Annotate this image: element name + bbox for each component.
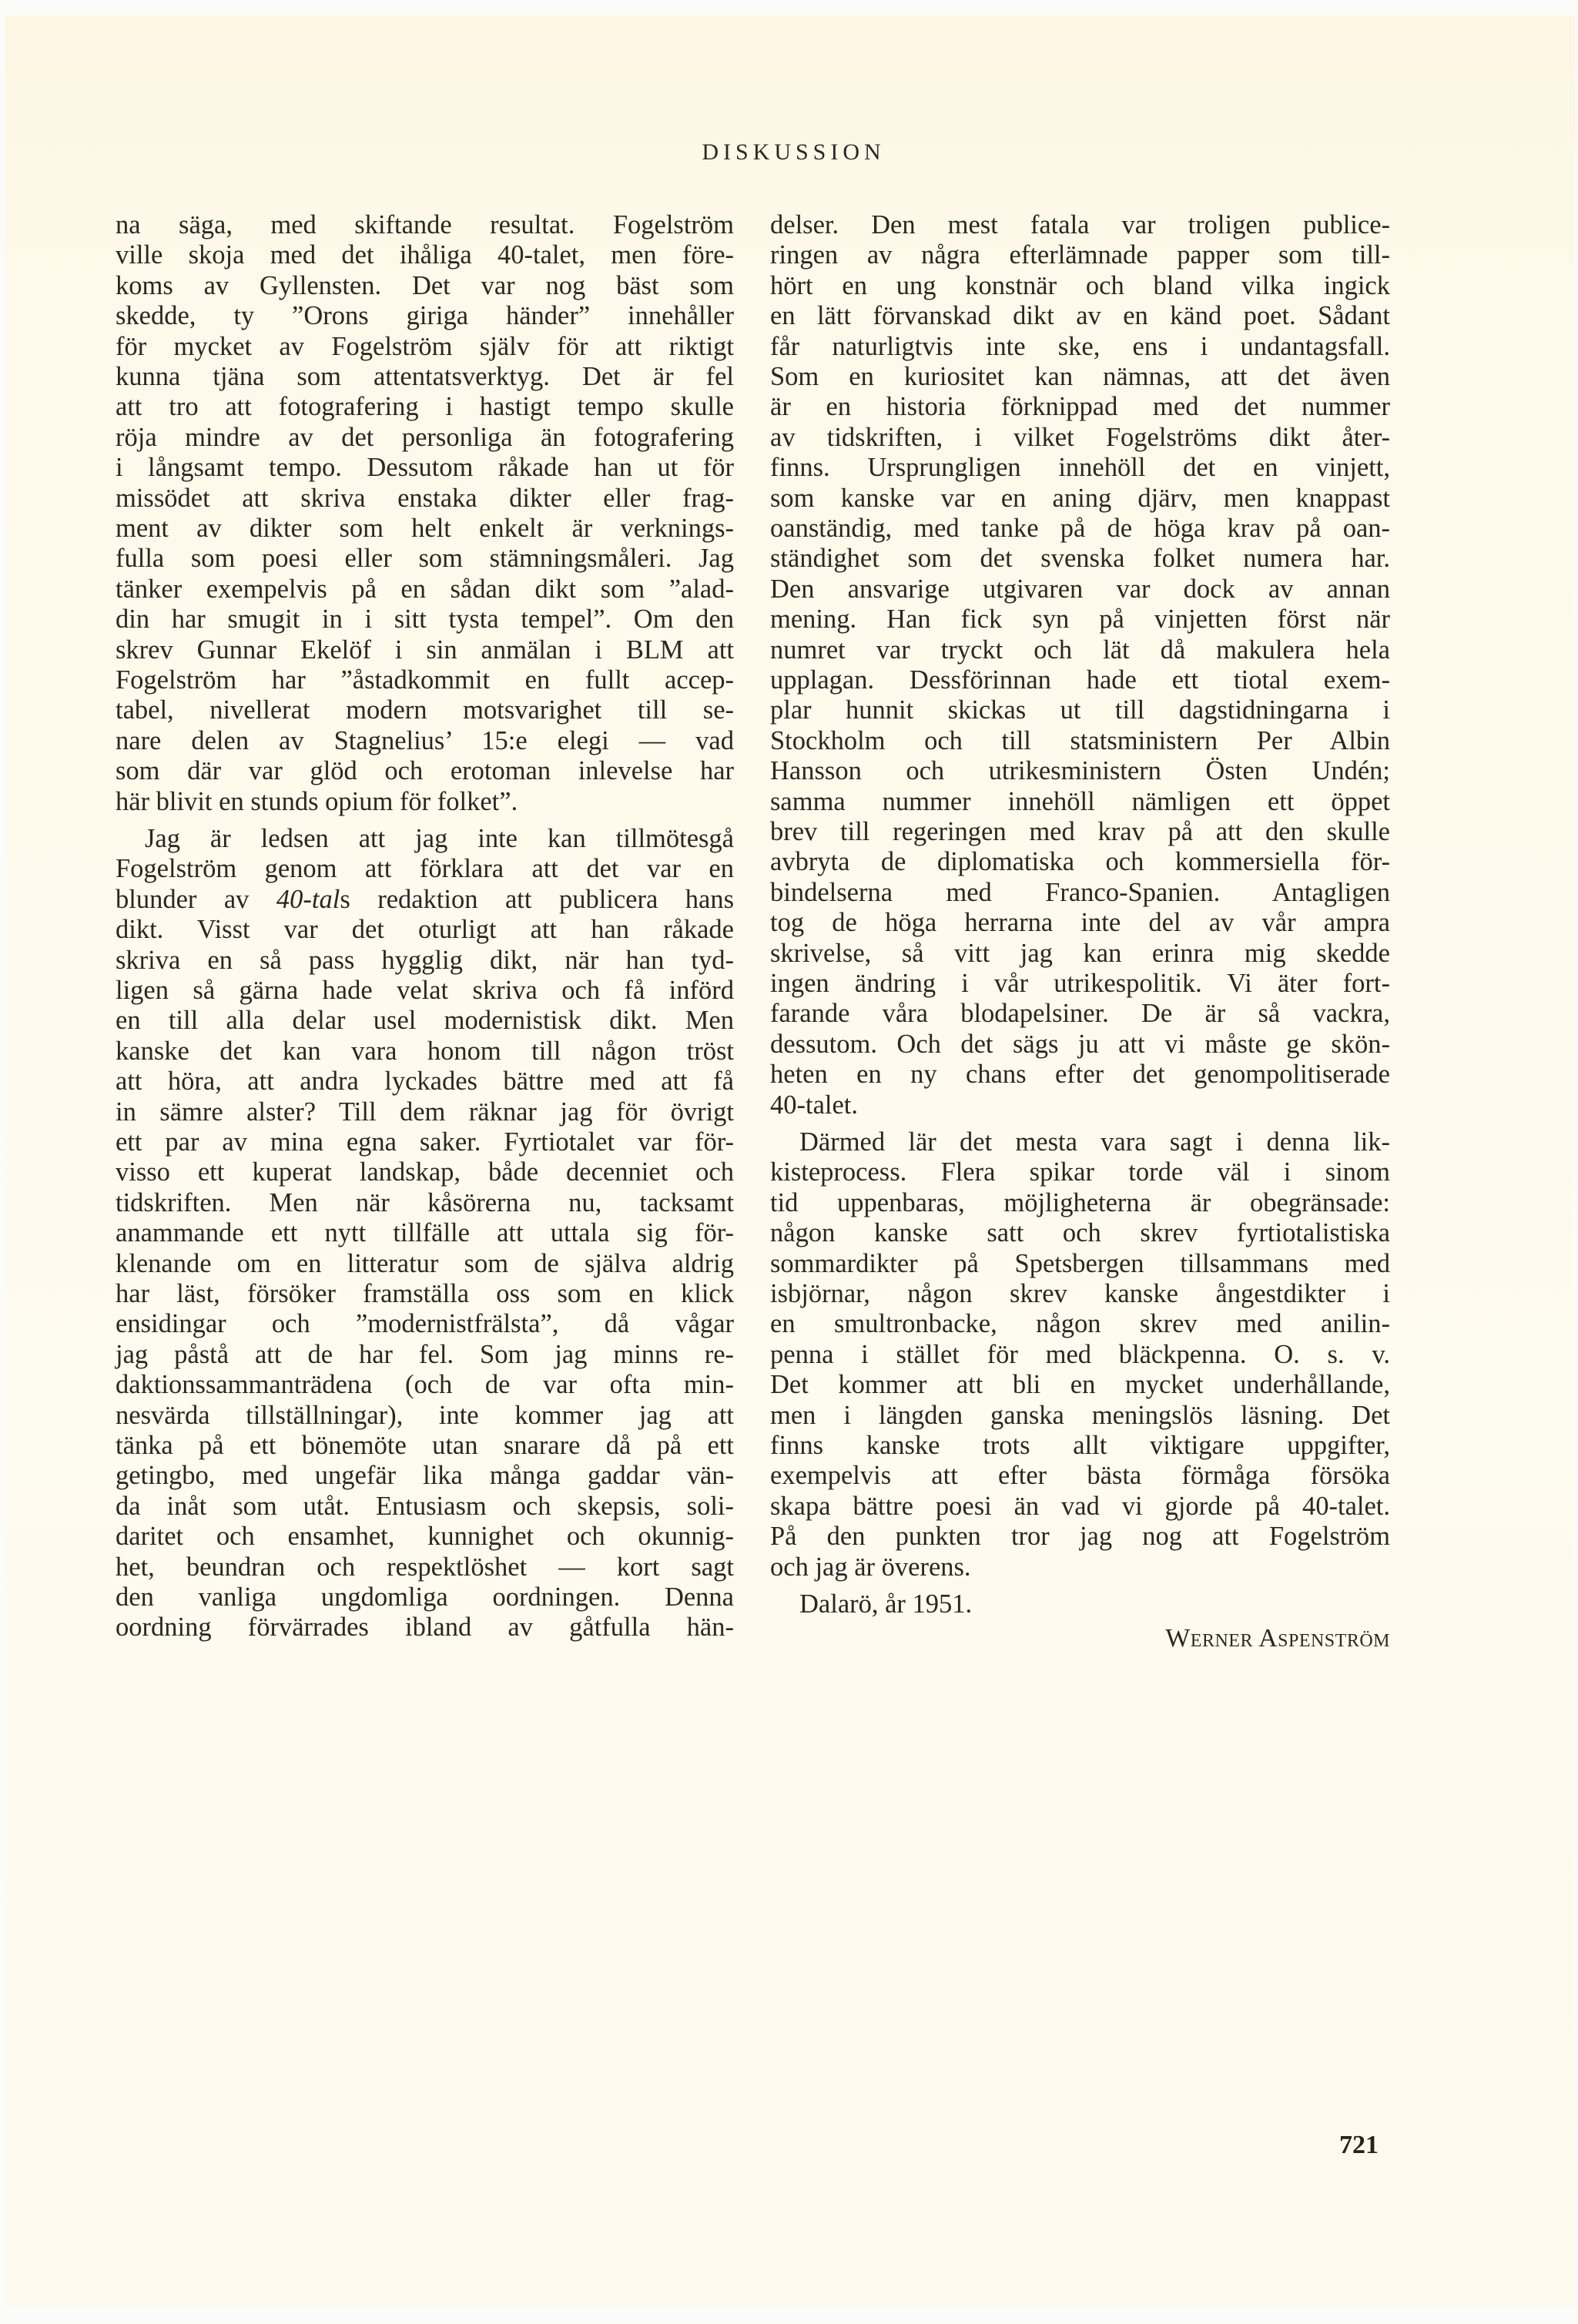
running-head: DISKUSSION xyxy=(702,139,886,165)
text-line: att tro att fotografering i hastigt tempo skulle xyxy=(116,392,734,422)
text-line: blunder av 40-tals redaktion att publicera hans xyxy=(116,884,735,914)
text-line: Dalarö, år 1951. xyxy=(799,1589,973,1619)
text-line: en lätt förvanskad dikt av en känd poet. Sådant xyxy=(770,301,1390,331)
text-line: upplagan. Dessförinnan hade ett tiotal exem- xyxy=(770,665,1390,695)
text-line: klenande om en litteratur som de själva aldrig xyxy=(116,1248,734,1278)
text-line: som där var glöd och erotoman inlevelse har xyxy=(116,756,734,786)
text-line: het, beundran och respektlöshet — kort sagt xyxy=(116,1552,734,1582)
text-line: tidskriften. Men när kåsörerna nu, tacksamt xyxy=(116,1187,734,1217)
text-line: brev till regeringen med krav på att den skulle xyxy=(770,817,1390,846)
text-line: nesvärda tillställningar), inte kommer jag att xyxy=(116,1400,734,1430)
text-line: daktionssammanträdena (och de var ofta min- xyxy=(116,1370,734,1400)
text-line: numret var tryckt och lät då makulera hela xyxy=(770,635,1390,665)
text-line: delser. Den mest fatala var troligen publice- xyxy=(770,210,1390,239)
text-line: jag påstå att de har fel. Som jag minns re- xyxy=(116,1339,734,1369)
text-line: ensidingar och ”modernistfrälsta”, då vågar xyxy=(116,1309,734,1339)
text-line: getingbo, med ungefär lika många gaddar vän- xyxy=(116,1461,734,1491)
text-line: här blivit en stunds opium för folket”. xyxy=(116,786,518,816)
text-line: Stockholm och till statsministern Per Albin xyxy=(770,725,1390,755)
text-line: bindelserna med Franco-Spanien. Antagligen xyxy=(770,877,1390,907)
text-line: oanständig, med tanke på de höga krav på oan- xyxy=(770,514,1390,543)
author-signature: Werner Aspenström xyxy=(1165,1624,1390,1653)
text-line: i långsamt tempo. Dessutom råkade han ut för xyxy=(116,453,734,483)
text-line: kunna tjäna som attentatsverktyg. Det är fel xyxy=(116,362,734,391)
text-line: tid uppenbaras, möjligheterna är obegränsade: xyxy=(770,1187,1390,1217)
text-line: men i längden ganska meningslös läsning. Det xyxy=(770,1400,1390,1430)
text-line: dessutom. Och det sägs ju att vi måste ge skön- xyxy=(770,1029,1390,1059)
text-line: ville skoja med det ihåliga 40-talet, men före- xyxy=(116,240,734,270)
text-line: tänker exempelvis på en sådan dikt som ”alad- xyxy=(116,574,734,604)
text-line: får naturligtvis inte ske, ens i undantagsfall. xyxy=(770,331,1390,361)
text-line: heten en ny chans efter det genompolitiserade xyxy=(770,1060,1390,1090)
text-line: skrev Gunnar Ekelöf i sin anmälan i BLM att xyxy=(116,635,734,665)
text-line: har läst, försöker framställa oss som en klick xyxy=(116,1279,734,1308)
text-line: ingen ändring i vår utrikespolitik. Vi äter fort- xyxy=(770,969,1390,998)
text-line: På den punkten tror jag nog att Fogelström xyxy=(770,1522,1390,1552)
text-line: Det kommer att bli en mycket underhållande, xyxy=(770,1370,1390,1400)
text-line: anammande ett nytt tillfälle att uttala sig för- xyxy=(116,1218,734,1248)
text-line: en smultronbacke, någon skrev med anilin- xyxy=(770,1309,1390,1339)
text-line: daritet och ensamhet, kunnighet och okunnig- xyxy=(116,1522,734,1552)
text-line: ligen så gärna hade velat skriva och få införd xyxy=(116,976,734,1005)
text-line: av tidskriften, i vilket Fogelströms dikt åter- xyxy=(770,422,1390,452)
text-line: ment av dikter som helt enkelt är verknings- xyxy=(116,514,734,543)
text-line: mening. Han fick syn på vinjetten först när xyxy=(770,604,1390,635)
text-line: samma nummer innehöll nämligen ett öppet xyxy=(770,786,1390,816)
text-line: att höra, att andra lyckades bättre med att få xyxy=(116,1067,734,1097)
text-line: visso ett kuperat landskap, både decenniet och xyxy=(116,1157,734,1187)
text-line: finns. Ursprungligen innehöll det en vinjett, xyxy=(770,453,1390,483)
text-line: som kanske var en aning djärv, men knappast xyxy=(770,483,1390,513)
text-line: den vanliga ungdomliga oordningen. Denna xyxy=(116,1582,734,1612)
text-line: koms av Gyllensten. Det var nog bäst som xyxy=(116,270,734,300)
text-line: någon kanske satt och skrev fyrtiotalistiska xyxy=(770,1218,1390,1248)
text-line: Därmed lär det mesta vara sagt i denna lik- xyxy=(799,1127,1390,1157)
text-line: finns kanske trots allt viktigare uppgifter, xyxy=(770,1431,1390,1460)
text-line: sommardikter på Spetsbergen tillsammans med xyxy=(770,1248,1390,1278)
text-line: ett par av mina egna saker. Fyrtiotalet var för- xyxy=(116,1127,734,1157)
text-line: dikt. Visst var det oturligt att han råkade xyxy=(116,915,734,945)
text-line: kisteprocess. Flera spikar torde väl i sinom xyxy=(770,1157,1390,1187)
text-line: en till alla delar usel modernistisk dikt. Men xyxy=(116,1006,734,1036)
text-line: skapa bättre poesi än vad vi gjorde på 40-talet. xyxy=(770,1491,1390,1521)
text-line: nare delen av Stagnelius’ 15:e elegi — vad xyxy=(116,725,734,755)
text-line: Hansson och utrikesministern Östen Undén; xyxy=(770,756,1390,786)
text-line: tabel, nivellerat modern motsvarighet till se- xyxy=(116,695,734,725)
text-line: skedde, ty ”Orons giriga händer” innehåller xyxy=(116,301,734,331)
text-line: na säga, med skiftande resultat. Fogelström xyxy=(116,210,734,239)
page-number: 721 xyxy=(1339,2131,1379,2159)
text-line: 40-talet. xyxy=(770,1090,858,1120)
text-line: skriva en så pass hygglig dikt, när han tyd- xyxy=(116,945,734,975)
text-line: ringen av några efterlämnade papper som till- xyxy=(770,240,1390,270)
text-line: Fogelström har ”åstadkommit en fullt accep- xyxy=(116,665,734,695)
text-line: röja mindre av det personliga än fotografering xyxy=(116,422,734,452)
text-line: kanske det kan vara honom till någon tröst xyxy=(116,1036,734,1066)
text-line: farande våra blodapelsiner. De är så vackra, xyxy=(770,999,1390,1029)
text-line: är en historia förknippad med det nummer xyxy=(770,392,1390,422)
text-line: Jag är ledsen att jag inte kan tillmötesgå xyxy=(145,824,734,853)
text-line: för mycket av Fogelström själv för att riktigt xyxy=(116,331,734,361)
text-line: oordning förvärrades ibland av gåtfulla hän- xyxy=(116,1612,734,1643)
text-line: da inåt som utåt. Entusiasm och skepsis, soli- xyxy=(116,1491,734,1521)
text-line: avbryta de diplomatiska och kommersiella för- xyxy=(770,847,1390,877)
text-line: exempelvis att efter bästa förmåga försöka xyxy=(770,1461,1390,1491)
text-line: Fogelström genom att förklara att det var en xyxy=(116,854,734,884)
text-line: och jag är överens. xyxy=(770,1552,971,1582)
text-line: skrivelse, så vitt jag kan erinra mig skedde xyxy=(770,938,1390,968)
italic-title: 40-tal xyxy=(276,884,340,914)
text-line: plar hunnit skickas ut till dagstidningarna i xyxy=(770,695,1390,725)
text-line: ständighet som det svenska folket numera har. xyxy=(770,544,1390,574)
text-line: isbjörnar, någon skrev kanske ångestdikter i xyxy=(770,1279,1390,1308)
text-line: fulla som poesi eller som stämningsmåleri. Jag xyxy=(116,544,734,574)
text-line: tänka på ett bönemöte utan snarare då på ett xyxy=(116,1431,734,1460)
text-line: Som en kuriositet kan nämnas, att det även xyxy=(770,362,1390,391)
text-line: penna i stället för med bläckpenna. O. s. v. xyxy=(770,1339,1390,1369)
text-line: hört en ung konstnär och bland vilka ingick xyxy=(770,270,1390,300)
text-line: in sämre alster? Till dem räknar jag för övrigt xyxy=(116,1097,734,1127)
text-line: missödet att skriva enstaka dikter eller frag- xyxy=(116,483,734,513)
text-line: Den ansvarige utgivaren var dock av annan xyxy=(770,574,1390,604)
text-line: din har smugit in i sitt tysta tempel”. Om den xyxy=(116,604,734,635)
text-line: tog de höga herrarna inte del av vår ampra xyxy=(770,908,1390,938)
